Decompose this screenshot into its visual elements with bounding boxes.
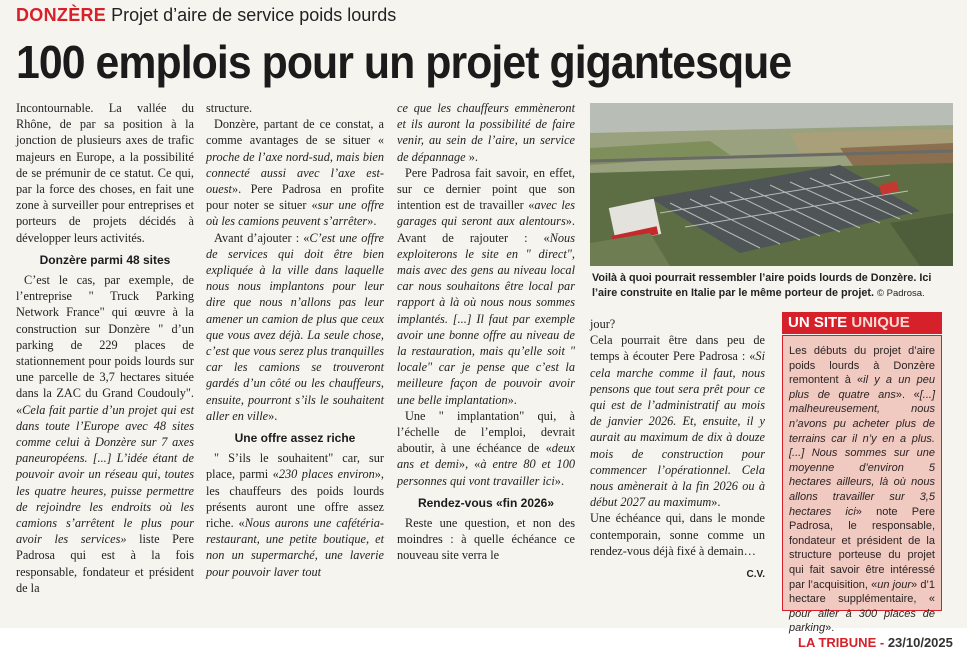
text-run: ». <box>367 214 377 229</box>
quote-run: sur une offre où les camions peuvent s’arrêter <box>206 198 384 229</box>
aerial-photo <box>590 103 953 266</box>
sidebar-box <box>782 335 942 635</box>
text-run: " S’ils le souhaitent" car, sur place, parmi « <box>206 451 384 482</box>
text-run: Cela pourrait être dans peu de temps à écouter Pere Padrosa : « <box>590 333 765 364</box>
text-run: Pere Padrosa fait savoir, en effet, sur ce dernier point que son intention est de travailler « <box>397 165 575 213</box>
paragraph: jour? <box>590 317 616 331</box>
sidebar-title-part: UN SITE <box>788 314 848 331</box>
paragraph <box>16 272 194 596</box>
text-run: ». <box>554 473 565 488</box>
column-3 <box>397 100 575 618</box>
text-run: liste Pere Padrosa qui est à la fois responsable, fondateur et président de la <box>16 532 194 595</box>
caption-text: Voilà à quoi pourrait ressembler l’aire poids lourds de Donzère. Ici l’aire construite en Italie par le même porteur de projet. <box>592 272 932 299</box>
article-body <box>16 100 586 618</box>
sidebar-title-part: UNIQUE <box>851 314 910 331</box>
paragraph: Incontournable. La vallée du Rhône, de par sa position à la jonction de plusieurs axes de trafic majeurs en Europe, a la possibilité de se prémunir de ce statut. Ce qui, par la force des choses, en fait une zone à surveiller pour entreprises et porteurs de projets décidés à développer leurs activités. <box>16 101 194 245</box>
photo-caption <box>592 271 954 301</box>
quote-run: C’est une offre de services qui doit être bien expliquée à la ville dans laquelle nous nous implantons pour leur dire que nous n’allons pas leur amener un camion de plus que ceux que vous avez déjà. La seule chose, c’est que vous serez plus tranquilles car les camions se trouveront gardés d’un côté ou les chauffeurs, ensuite, pourront s’ils le souhaitent aller en ville <box>206 230 384 423</box>
text-run: Une " implantation" qui, à l’échelle de l’emploi, devrait aboutir, à une échéance de « <box>397 408 575 456</box>
text-run: ». <box>507 392 517 407</box>
paragraph: structure. <box>206 101 253 115</box>
source-date: 23/10/2025 <box>887 635 953 650</box>
text-run: Avant d’ajouter : « <box>214 230 310 245</box>
column-4 <box>590 316 765 618</box>
paragraph <box>206 230 384 424</box>
quote-run: Nous exploiterons le site en " direct", mais avec des gens au niveau local car nous souhaitons être local par rapport à là où nous nous sommes implantés. [...] Il faut par exemple avoir une bonne offre au niveau de la restauration, mais qu’elle soit " locale" car je pense que c’est la meilleure façon de pouvoir avoir une belle implantation <box>397 230 575 407</box>
intertitle: Rendez-vous «fin 2026» <box>417 495 555 510</box>
quote-run: Nous aurons une cafétéria-restaurant, une petite boutique, et non un supermarché, une laverie pour pouvoir laver tout <box>206 516 384 579</box>
photo-credit: © Padrosa. <box>877 288 925 299</box>
paragraph <box>206 116 384 229</box>
headline: 100 emplois pour un projet gigantesque <box>16 36 792 88</box>
quote-run: ce que les chauffeurs emmèneront et ils auront la possibilité de faire venir, au sein de l’aire, un service de dépannage <box>397 101 575 164</box>
text-run: Les débuts du projet d’aire poids lourds à Donzère remontent à « <box>789 345 935 387</box>
kicker <box>16 5 396 29</box>
text-run: ». <box>711 495 721 510</box>
text-run: » note Pere Padrosa, le responsable, fondateur et président de la structure porteuse du projet qui fait savoir être intéressé par l’acquisition, « <box>789 505 935 591</box>
text-run: ». <box>825 622 835 635</box>
paragraph <box>397 165 575 408</box>
quote-run: un jour <box>877 578 912 591</box>
paragraph <box>397 100 575 165</box>
column-2 <box>206 100 384 618</box>
quote-run: proche de l’axe nord-sud, mais bien connecté aussi avec l’axe est-ouest <box>206 149 384 197</box>
text-run: Donzère, partant de ce constat, a comme avantages de se situer « <box>206 117 384 148</box>
text-run: ». <box>268 408 278 423</box>
quote-run: il y a un peu plus de quatre ans <box>789 374 935 401</box>
paragraph: Une échéance qui, dans le monde contemporain, sonne comme un rendez-vous déjà fixé à demain… <box>590 511 765 558</box>
text-run: C’est le cas, par exemple, de l’entreprise " Truck Parking Network France" qui œuvre à la construction sur Donzère " d’un parking de 229 places de stationnement pour poids lourds sur une parcelle de 3,7 hectares située dans la ZAC du Grand Coudouly". « <box>16 273 194 417</box>
quote-run: pour aller à 300 places de parking <box>789 607 935 635</box>
intertitle: Une offre assez riche <box>234 431 356 446</box>
quote-run: deux ans et demi <box>397 441 575 472</box>
column-1 <box>16 100 194 618</box>
paragraph <box>397 408 575 489</box>
text-run: ». « <box>895 388 920 401</box>
text-run: ». Avant de rajouter : « <box>397 214 575 245</box>
paragraph: Reste une question, et non des moindres : à quelle échéance ce nouveau site verra le <box>397 516 575 563</box>
text-run: ». <box>465 149 478 164</box>
source-separator: - <box>876 635 888 650</box>
quote-run: 230 places environ <box>278 467 375 482</box>
intertitle: Donzère parmi 48 sites <box>39 252 171 267</box>
paragraph <box>590 332 765 510</box>
kicker-subtitle: Projet d’aire de service poids lourds <box>111 5 397 25</box>
quote-run: Cela fait partie d’un projet qui est dans toute l’Europe avec 48 sites comme celui à Donzère sur 7 axes paneuropéens. [...] L’idée étant de pouvoir avoir un réseau qui, toutes les quatre heures, puisse permettre de rejoindre les endroits où les camions s’arrêtent le plus pour avoir les services» <box>16 402 194 547</box>
text-run: », les chauffeurs des poids lourds présents auront une offre assez riche. « <box>206 467 384 531</box>
author-signature: C.V. <box>746 569 765 581</box>
quote-run: [...] malheureusement, nous n’avons pu acheter plus de terrains car il n’y en a plus. [...] Nous sommes sur une moyenne d’environ 5 hectares ailleurs, là où nous allons travailler sur 3,5 hectares ici <box>789 388 935 518</box>
truck-parking-aerial-illustration <box>590 103 953 266</box>
text-run: ». Pere Padrosa en profite pour noter se situer « <box>206 182 384 213</box>
text-run: » d’1 hectare supplémentaire, « <box>789 578 935 606</box>
quote-run: à entre 80 et 100 personnes qui vont travailler ici <box>397 457 576 488</box>
sidebar-title <box>782 312 942 334</box>
source-name: LA TRIBUNE <box>798 635 877 650</box>
quote-run: Si cela marche comme il faut, nous pensons que tout sera prêt pour ce qui est de l’administratif au mois de janvier 2026. Et, ensuite, il y aurait au maximum de dix à douze mois de construction pour commencer l’opérationnel. Cela nous amènerait à la fin 2026 ou à début 2027 au maximum <box>590 349 765 510</box>
text-run: », « <box>458 457 481 472</box>
rubric: DONZÈRE <box>16 5 107 25</box>
quote-run: avec les garages qui seront aux alentours <box>397 198 576 229</box>
source-credit <box>798 635 953 650</box>
paragraph <box>206 450 384 580</box>
